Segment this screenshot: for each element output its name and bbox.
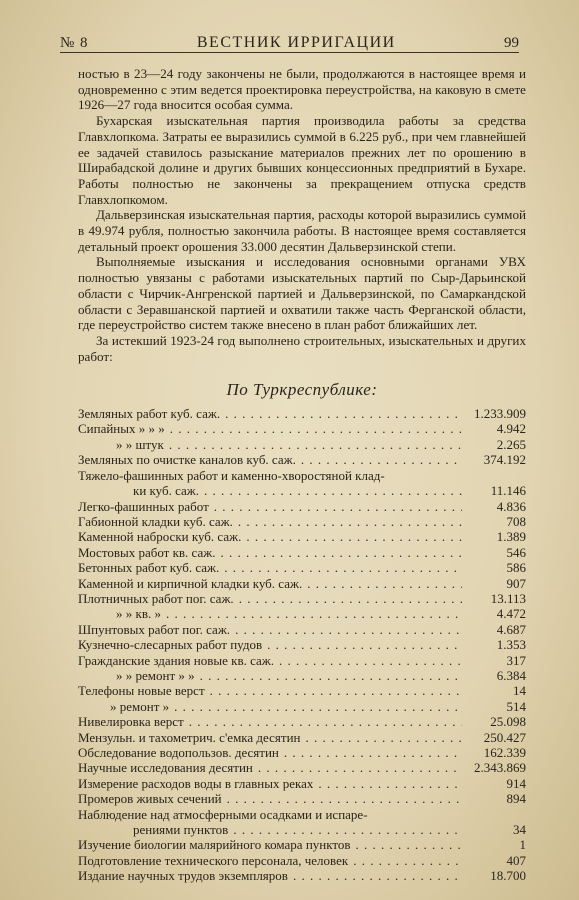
row-label	[78, 745, 462, 760]
row-label-text: Мензульн. и тахометрич. с'емка десятин	[78, 729, 301, 745]
row-label	[78, 560, 462, 575]
row-label	[78, 807, 462, 822]
row-label-text: Земляных по очистке каналов куб. саж.	[78, 452, 296, 468]
table-row	[78, 683, 526, 698]
table-row	[78, 853, 526, 868]
row-label	[78, 791, 462, 806]
table-row	[78, 514, 526, 529]
table-row	[78, 421, 526, 436]
row-label	[78, 760, 462, 775]
row-label	[78, 606, 462, 621]
table-row	[78, 468, 526, 483]
row-label-text: Изучение биологии малярийного комара пунктов	[78, 837, 351, 853]
row-value: 708	[506, 513, 526, 529]
row-value: 907	[506, 575, 526, 591]
table-row	[78, 606, 526, 621]
table-row	[78, 745, 526, 760]
table-row	[78, 730, 526, 745]
row-label-text: Тяжело-фашинных работ и каменно-хворостяной клад-	[78, 467, 385, 483]
row-label	[78, 452, 462, 467]
row-label-text: Бетонных работ куб. саж.	[78, 560, 220, 576]
row-label	[78, 776, 462, 791]
table-row	[78, 776, 526, 791]
row-label	[78, 853, 462, 868]
row-label	[78, 668, 462, 683]
row-value: 162.339	[483, 745, 526, 760]
table-row	[78, 452, 526, 467]
row-value: 2.343.869	[474, 760, 526, 776]
table-row	[78, 437, 526, 452]
table-row	[78, 668, 526, 683]
row-value: 1.233.909	[474, 406, 526, 422]
table-row	[78, 868, 526, 883]
row-label	[78, 637, 462, 652]
row-label-text: Гражданские здания новые кв. саж.	[78, 652, 275, 668]
table-row	[78, 699, 526, 714]
table-row	[78, 576, 526, 591]
row-label-text: Обследование водопользов. десятин	[78, 745, 279, 760]
row-label	[78, 868, 462, 883]
row-value: 13.113	[490, 590, 526, 606]
table-row	[78, 499, 526, 514]
table-row	[78, 560, 526, 575]
table-row	[78, 760, 526, 775]
row-label	[78, 406, 462, 421]
row-label-text: Телефоны новые верст	[78, 683, 205, 699]
row-value: 1	[519, 837, 526, 853]
row-label	[78, 529, 462, 544]
table-row	[78, 591, 526, 606]
row-value: 914	[506, 775, 526, 791]
table-row	[78, 529, 526, 544]
row-label-text: Мостовых работ кв. саж.	[78, 544, 216, 560]
row-value: 317	[506, 652, 526, 668]
row-value: 34	[513, 822, 526, 838]
row-label	[78, 714, 462, 729]
row-label	[78, 421, 462, 436]
table-row	[78, 807, 526, 822]
table-row	[78, 622, 526, 637]
row-label	[78, 683, 462, 698]
row-label	[78, 499, 462, 514]
row-label	[78, 699, 462, 714]
page-header	[60, 30, 519, 53]
page-body	[78, 66, 526, 884]
work-table	[78, 406, 526, 884]
row-label	[78, 653, 462, 668]
paragraph: За истекший 1923-24 год выполнено строительных, изыскательных и других работ:	[78, 332, 526, 364]
row-label	[78, 437, 462, 452]
row-label-text: Плотничных работ пог. саж.	[78, 590, 234, 606]
row-label	[78, 730, 462, 745]
row-value: 14	[513, 683, 526, 699]
row-value: 250.427	[483, 729, 526, 745]
row-label-text: » ремонт »	[110, 698, 170, 714]
page-number: 99	[504, 35, 519, 51]
row-label-text: ки куб. саж.	[133, 483, 200, 499]
table-row	[78, 714, 526, 729]
table-row	[78, 653, 526, 668]
row-label-text: Научные исследования десятин	[78, 760, 253, 776]
row-value: 1.389	[496, 529, 526, 545]
table-row	[78, 837, 526, 852]
row-value: 4.472	[496, 606, 526, 622]
table-row	[78, 822, 526, 837]
paragraph: Выполняемые изыскания и исследования основными органами УВХ полностью увязаны с работами изыскательных партий по Сыр-Дарьинской области с Чирчик-Ангренской партией и Дальверзинской, по Самаркандской области с Зеравшанской партией и охватили также часть Ферганской области, где переустройство систем также внесено в план работ ближайших лет.	[78, 254, 526, 333]
row-label	[78, 837, 462, 852]
row-label	[78, 514, 462, 529]
row-value: 374.192	[483, 452, 526, 468]
row-label	[78, 545, 462, 560]
row-label-text: Издание научных трудов экземпляров	[78, 868, 288, 884]
row-label-text: Измерение расходов воды в главных реках	[78, 775, 314, 791]
row-label-text: Кузнечно-слесарных работ пудов	[78, 637, 263, 653]
row-label-text: Нивелировка верст	[78, 714, 184, 730]
row-value: 514	[506, 698, 526, 714]
row-value: 4.942	[496, 421, 526, 437]
row-value: 1.353	[496, 637, 526, 653]
row-label-text: рениями пунктов	[133, 822, 229, 838]
table-row	[78, 406, 526, 421]
row-value: 18.700	[490, 868, 526, 884]
row-value: 894	[506, 791, 526, 807]
row-label-text: » » штук	[116, 436, 164, 452]
row-value: 6.384	[496, 667, 526, 683]
paragraph: Дальверзинская изыскательная партия, расходы которой выразились суммой в 49.974 рубля, полностью закончила работы. В настоящее время составляется детальный проект орошения 33.000 десятин Дальверзинской степи.	[78, 207, 526, 254]
row-label-text: Подготовление технического персонала, человек	[78, 852, 349, 868]
row-label-text: Шпунтовых работ пог. саж.	[78, 621, 231, 637]
row-label-text: Земляных работ куб. саж.	[78, 406, 221, 422]
paragraph: ностью в 23—24 году закончены не были, продолжаются в настоящее время и одновременно с этим ведется проектировка переустройства, на каковую в смете 1926—27 года вносится особая сумма.	[78, 66, 526, 113]
section-title: По Туркреспублике:	[226, 380, 378, 400]
table-row	[78, 545, 526, 560]
row-label	[78, 622, 462, 637]
row-label	[78, 591, 462, 606]
row-label-text: Легко-фашинных работ	[78, 498, 209, 514]
row-label-text: Наблюдение над атмосферными осадками и испаре-	[78, 806, 368, 822]
row-label-text: Габионной кладки куб. саж.	[78, 513, 233, 529]
row-value: 2.265	[496, 436, 526, 452]
table-row	[78, 791, 526, 806]
row-label	[78, 822, 462, 837]
row-label-text: Каменной наброски куб. саж.	[78, 529, 242, 545]
row-label-text: Промеров живых сечений	[78, 791, 222, 807]
row-value: 4.836	[496, 498, 526, 514]
row-value: 25.098	[490, 714, 526, 730]
table-row	[78, 483, 526, 498]
row-label	[78, 576, 462, 591]
issue-number: № 8	[60, 35, 89, 51]
row-value: 11.146	[490, 483, 526, 499]
row-label-text: » » ремонт » »	[116, 667, 195, 683]
journal-title: ВЕСТНИК ИРРИГАЦИИ	[196, 34, 396, 51]
row-label	[78, 468, 462, 483]
row-label-text: Каменной и кирпичной кладки куб. саж.	[78, 575, 303, 591]
row-label-text: Сипайных » » »	[78, 421, 165, 437]
paragraph: Бухарская изыскательная партия производила работы за средства Главхлопкома. Затраты ее выразились суммой в 6.225 руб., при чем главнейшей ее задачей ставилось разыскание материалов прежних лет по орошению в Ширабадской долине и других бывших концессионных предприятий в Бухаре. Работы полностью не закончены за прекращением отпуска средств Главхлопкомом.	[78, 113, 526, 207]
row-value: 546	[506, 544, 526, 560]
table-row	[78, 637, 526, 652]
row-label	[78, 483, 462, 498]
row-label-text: » » кв. »	[116, 606, 161, 622]
row-value: 4.687	[496, 621, 526, 637]
row-value: 586	[506, 560, 526, 576]
row-value: 407	[506, 852, 526, 868]
